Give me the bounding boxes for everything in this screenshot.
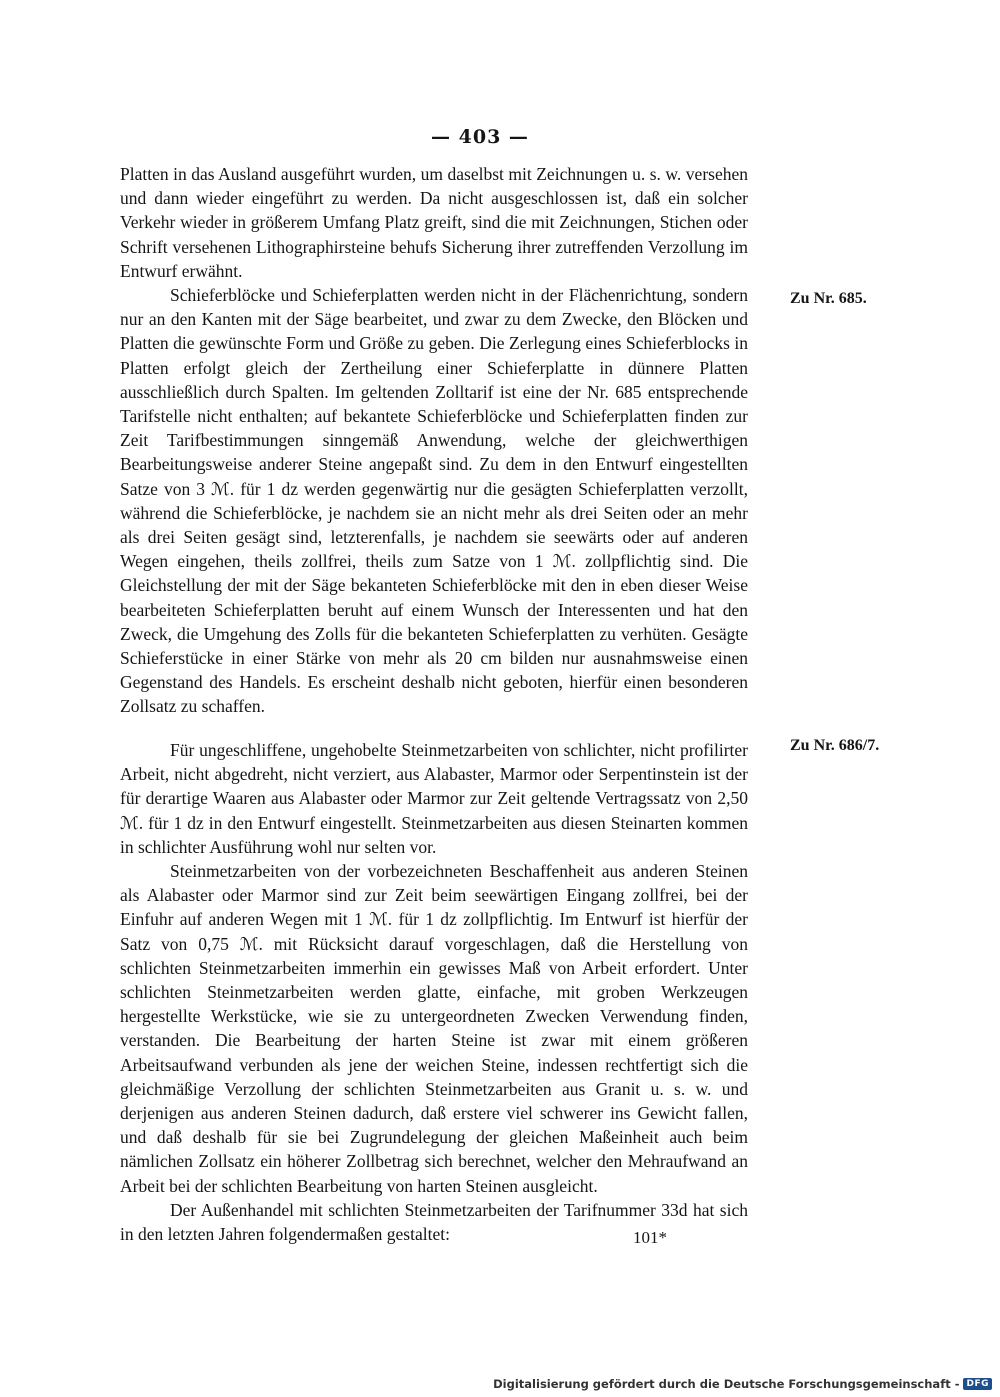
paragraph-schieferbloecke: Schieferblöcke und Schieferplatten werden nicht in der Flächenrichtung, sondern nur an den Kanten mit der Säge bearbeitet, und zwar zu dem Zwecke, den Blöcken und Platten die gewünschte Form und Größe zu geben. Die Zerlegung eines Schieferblocks in Platten erfolgt gleich der Zertheilung einer Schieferplatte in dünnere Platten ausschließlich durch Spalten. Im geltenden Zolltarif ist eine der Nr. 685 entsprechende Tarifstelle nicht enthalten; auf bekantete Schieferblöcke und Schieferplatten finden zur Zeit Tarifbestimmungen sinngemäß Anwendung, welche der gleichwerthigen Bearbeitungsweise anderer Steine angepaßt sind. Zu dem in den Entwurf eingestellten Satze von 3 ℳ. für 1 dz werden gegenwärtig nur die gesägten Schieferplatten verzollt, während die Schieferblöcke, je nachdem sie an nicht mehr als drei Seiten oder an mehr als drei Seiten gesägt sind, letzterenfalls, je nachdem sie seewärts oder auf anderen Wegen eingehen, theils zollfrei, theils zum Satze von 1 ℳ. zollpflichtig sind. Die Gleichstellung der mit der Säge bekanteten Schieferblöcke mit den in eben dieser Weise bearbeiteten Schieferplatten beruht auf einem Wunsch der Interessenten und hat den Zweck, die Umgehung des Zolls für die bekanteten Schieferplatten zu verhüten. Gesägte Schieferstücke in einer Stärke von mehr als 20 cm bilden nur ausnahmsweise einen Gegenstand des Handels. Es erscheint deshalb nicht geboten, hierfür einen besonderen Zollsatz zu schaffen. [120, 285, 748, 717]
margin-note-nr-686-7: Zu Nr. 686/7. [790, 737, 880, 754]
dfg-logo: DFG [963, 1378, 992, 1390]
page-number: — 403 — [431, 126, 529, 148]
margin-note-nr-685: Zu Nr. 685. [790, 290, 867, 307]
paragraph-vorbezeichnete-beschaffenheit: Steinmetzarbeiten von der vorbezeichneten Beschaffenheit aus anderen Steinen als Alabaster oder Marmor sind zur Zeit beim seewärtigen Eingang zollfrei, bei der Einfuhr auf anderen Wegen mit 1 ℳ. für 1 dz zollpflichtig. Im Entwurf ist hierfür der Satz von 0,75 ℳ. mit Rücksicht darauf vorgeschlagen, daß die Herstellung von schlichten Steinmetzarbeiten immerhin ein gewisses Maß von Arbeit erfordert. Unter schlichten Steinmetzarbeiten werden glatte, einfache, mit groben Werkzeugen hergestellte Werkstücke, wie sie zu untergeordneten Zwecken Verwendung finden, verstanden. Die Bearbeitung der harten Steine ist zwar mit einem größeren Arbeitsaufwand verbunden als jene der weichen Steine, indessen rechtfertigt sich die gleichmäßige Verzollung der schlichten Steinmetzarbeiten aus Granit u. s. w. und derjenigen aus anderen Steinen dadurch, daß erstere viel schwerer ins Gewicht fallen, und daß deshalb für sie bei Zugrundelegung der gleichen Maßeinheit auch beim nämlichen Zollsatz ein höherer Zollbetrag sich berechnet, welcher den Mehraufwand an Arbeit bei der schlichten Bearbeitung von harten Steinen ausgleicht. [120, 861, 748, 1196]
sheet-signature: 101* [633, 1228, 667, 1247]
paragraph-lithographirsteine: Platten in das Ausland ausgeführt wurden, um daselbst mit Zeichnungen u. s. w. versehen und dann wieder eingeführt zu werden. Da nicht ausgeschlossen ist, daß ein solcher Verkehr wieder in größerem Umfang Platz greift, sind die mit Zeichnungen, Stichen oder Schrift versehenen Lithographirsteine behufs Sicherung ihrer zutreffenden Verzollung im Entwurf erwähnt. [120, 164, 748, 281]
paragraph-aussenhandel: Der Außenhandel mit schlichten Steinmetzarbeiten der Tarifnummer 33d hat sich in den letzten Jahren folgendermaßen gestaltet: [120, 1199, 748, 1245]
section-steinmetzarbeiten [120, 738, 748, 1246]
credit-text: Digitalisierung gefördert durch die Deutsche Forschungsgemeinschaft - [493, 1377, 960, 1391]
digitization-credit [493, 1377, 992, 1391]
section-schiefer [120, 162, 748, 719]
paragraph-ungeschliffene: Für ungeschliffene, ungehobelte Steinmetzarbeiten von schlichter, nicht profilirter Arbeit, nicht abgedreht, nicht verziert, aus Alabaster, Marmor oder Serpentinstein ist der für derartige Waaren aus Alabaster oder Marmor zur Zeit geltende Vertragssatz von 2,50 ℳ. für 1 dz in den Entwurf eingestellt. Steinmetzarbeiten aus diesen Steinarten kommen in schlichter Ausführung wohl nur selten vor. [120, 740, 748, 857]
